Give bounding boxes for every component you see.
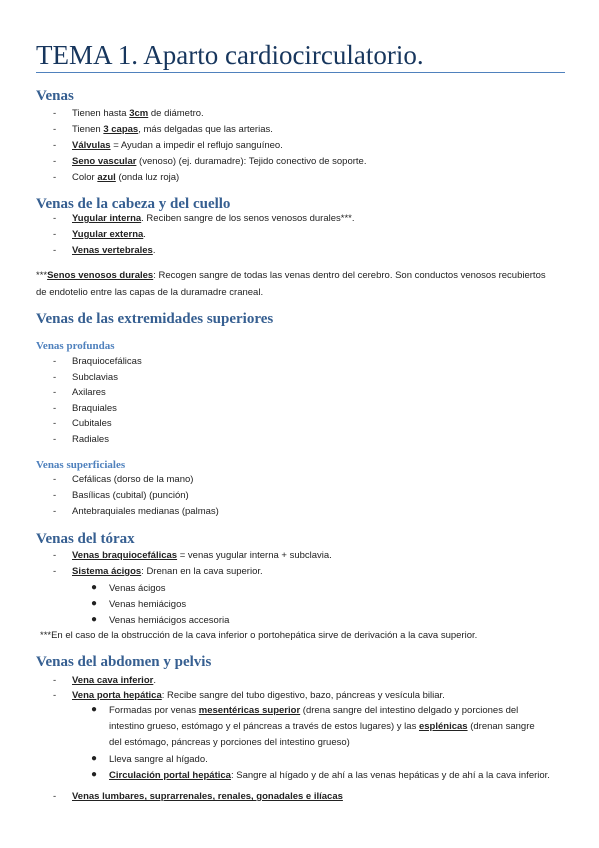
sub-item: ● Venas hemiácigos accesoria — [91, 614, 230, 626]
sub-item: ● Lleva sangre al hígado. — [91, 753, 208, 765]
list-item: - Yugular externa. — [53, 229, 146, 240]
senos-note: ***Senos venosos durales: Recogen sangre de todas las venas dentro del cerebro. Son conductos venosos recubiertos de endotelio entre las capas de la duramadre craneal. — [36, 270, 546, 298]
list-item: - Válvulas = Ayudan a impedir el reflujo sanguíneo. — [53, 140, 283, 151]
list-item: - Tienen hasta 3cm de diámetro. — [53, 108, 204, 119]
sub-item: ● Formadas por venas mesentéricas superior (drena sangre del intestino delgado y porciones del — [91, 704, 519, 716]
list-item: - Seno vascular (venoso) (ej. duramadre): Tejido conectivo de soporte. — [53, 156, 367, 167]
heading-venas: Venas — [36, 88, 74, 104]
torax-note: ***En el caso de la obstrucción de la cava inferior o portohepática sirve de derivación a la cava superior. — [40, 630, 478, 641]
title-rule — [36, 72, 565, 73]
list-item: - Yugular interna. Reciben sangre de los senos venosos durales***. — [53, 213, 355, 224]
heading-torax: Venas del tórax — [36, 531, 135, 547]
list-item: - Vena cava inferior. — [53, 675, 156, 686]
sub-item: ● Circulación portal hepática: Sangre al hígado y de ahí a las venas hepáticas y de ahí a la cava inferior. — [91, 769, 550, 781]
list-item: - Color azul (onda luz roja) — [53, 172, 180, 183]
sub-item: ● Venas hemiácigos — [91, 598, 187, 610]
list-item: - Cubitales — [53, 418, 112, 430]
list-item: - Subclavias — [53, 371, 118, 383]
list-item: - Radiales — [53, 434, 109, 445]
list-item: - Antebraquiales medianas (palmas) — [53, 506, 219, 517]
sub-item: ● Venas ácigos — [91, 582, 166, 594]
list-item: - Venas braquiocefálicas = venas yugular interna + subclavia. — [53, 550, 332, 561]
list-item: - Sistema ácigos: Drenan en la cava superior. — [53, 566, 263, 577]
sub-item-cont: intestino grueso, estómago y el páncreas a través de estos lugares) y las esplénicas (drenan sangre — [109, 721, 535, 732]
list-item: - Braquiocefálicas — [53, 356, 142, 367]
heading-extremidades: Venas de las extremidades superiores — [36, 311, 274, 327]
list-item: - Basílicas (cubital) (punción) — [53, 490, 189, 501]
sub-item-cont: del estómago, páncreas y porciones del intestino grueso) — [109, 737, 350, 748]
list-item: - Tienen 3 capas, más delgadas que las arterias. — [53, 124, 273, 135]
heading-abdomen: Venas del abdomen y pelvis — [36, 654, 212, 670]
list-item: - Braquiales — [53, 402, 117, 414]
list-item: - Axilares — [53, 387, 106, 399]
heading-cabeza: Venas de la cabeza y del cuello — [36, 196, 231, 212]
list-item: - Vena porta hepática: Recibe sangre del tubo digestivo, bazo, páncreas y vesícula biliar. — [53, 690, 445, 701]
heading-superficiales: Venas superficiales — [36, 459, 126, 471]
page-title: TEMA 1. Aparto cardiocirculatorio. — [36, 40, 424, 70]
list-item: - Cefálicas (dorso de la mano) — [53, 474, 194, 485]
list-item: - Venas lumbares, suprarrenales, renales, gonadales e ilíacas — [53, 791, 343, 802]
heading-profundas: Venas profundas — [36, 340, 115, 352]
list-item: - Venas vertebrales. — [53, 245, 156, 256]
